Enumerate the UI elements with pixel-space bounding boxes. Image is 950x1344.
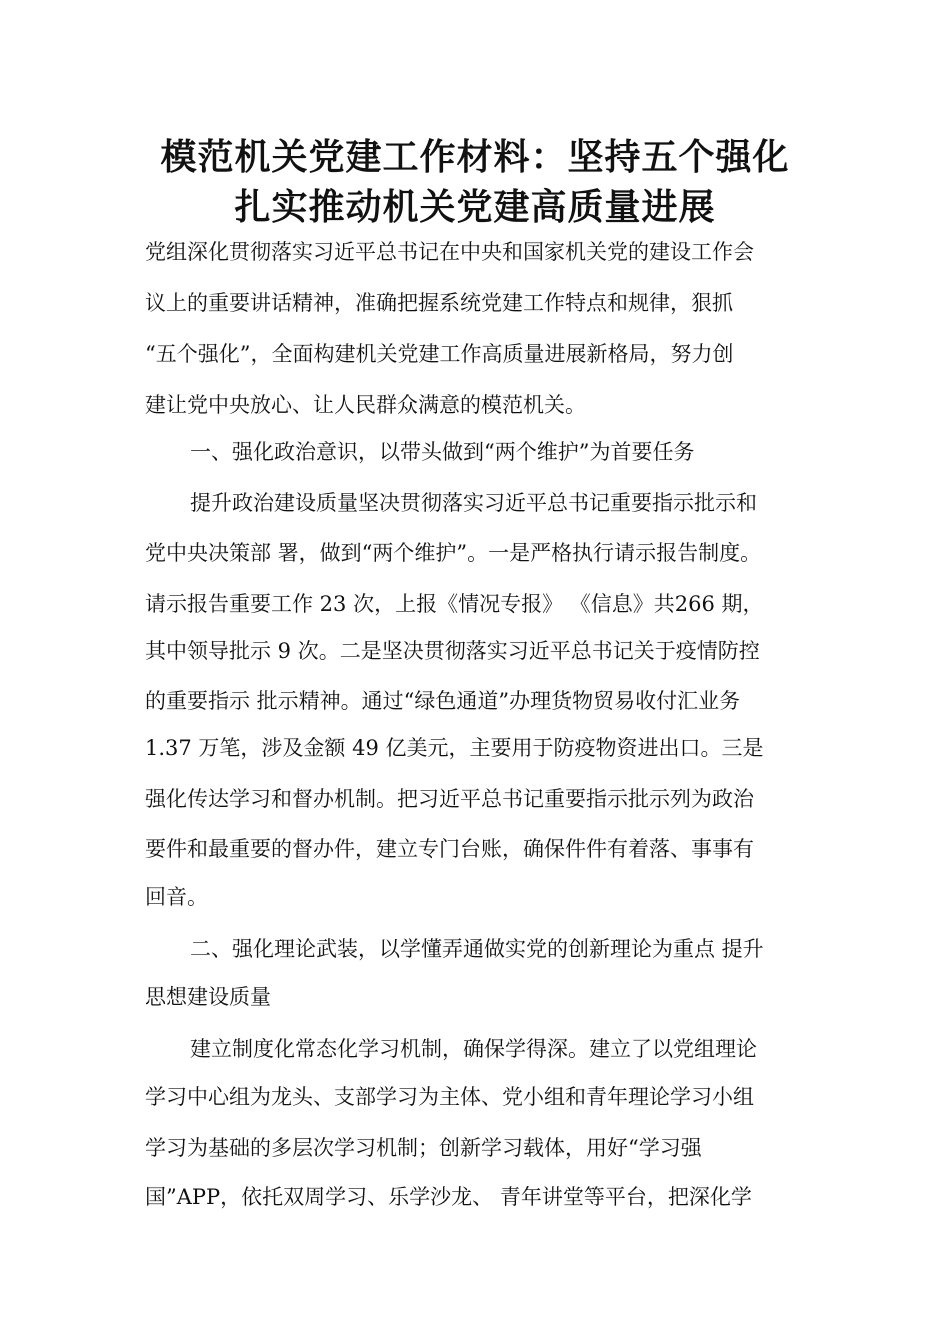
body-line: 学习为基础的多层次学习机制；创新学习载体，用好“学习强 [145,1136,702,1160]
body-line: 议上的重要讲话精神，准确把握系统党建工作特点和规律，狠抓 [145,291,733,315]
body-line: 其中领导批示 9 次。二是坚决贯彻落实习近平总书记关于疫情防控 [145,639,760,663]
body-line: “五个强化”，全面构建机关党建工作高质量进展新格局，努力创 [145,342,734,366]
body-line: 学习中心组为龙头、支部学习为主体、党小组和青年理论学习小组 [145,1085,754,1109]
body-line: 党中央决策部 署，做到“两个维护”。一是严格执行请示报告制度。 [145,541,762,565]
document-title-line-1: 模范机关党建工作材料：坚持五个强化 [160,137,790,178]
body-line: 建让党中央放心、让人民群众满意的模范机关。 [145,393,586,417]
body-line: 请示报告重要工作 23 次，上报《情况专报》 《信息》共266 期， [145,592,764,616]
body-line: 党组深化贯彻落实习近平总书记在中央和国家机关党的建设工作会 [145,240,754,264]
body-line: 回音。 [145,885,208,909]
body-line: 建立制度化常态化学习机制，确保学得深。建立了以党组理论 [190,1037,757,1061]
body-line: 强化传达学习和督办机制。把习近平总书记重要指示批示列为政治 [145,787,754,811]
section-heading-continued: 思想建设质量 [145,985,271,1009]
section-heading: 二、强化理论武装，以学懂弄通做实党的创新理论为重点 提升 [190,937,764,961]
section-heading: 一、强化政治意识，以带头做到“两个维护”为首要任务 [190,440,695,464]
body-line: 提升政治建设质量坚决贯彻落实习近平总书记重要指示批示和 [190,491,757,515]
body-line: 要件和最重要的督办件，建立专门台账，确保件件有着落、事事有 [145,837,754,861]
body-line: 的重要指示 批示精神。通过“绿色通道”办理货物贸易收付汇业务 [145,689,741,713]
body-line: 1.37 万笔，涉及金额 49 亿美元，主要用于防疫物资进出口。三是 [145,736,764,760]
body-line: 国”APP，依托双周学习、乐学沙龙、 青年讲堂等平台，把深化学 [145,1185,752,1209]
document-title-line-2: 扎实推动机关党建高质量进展 [234,187,716,228]
